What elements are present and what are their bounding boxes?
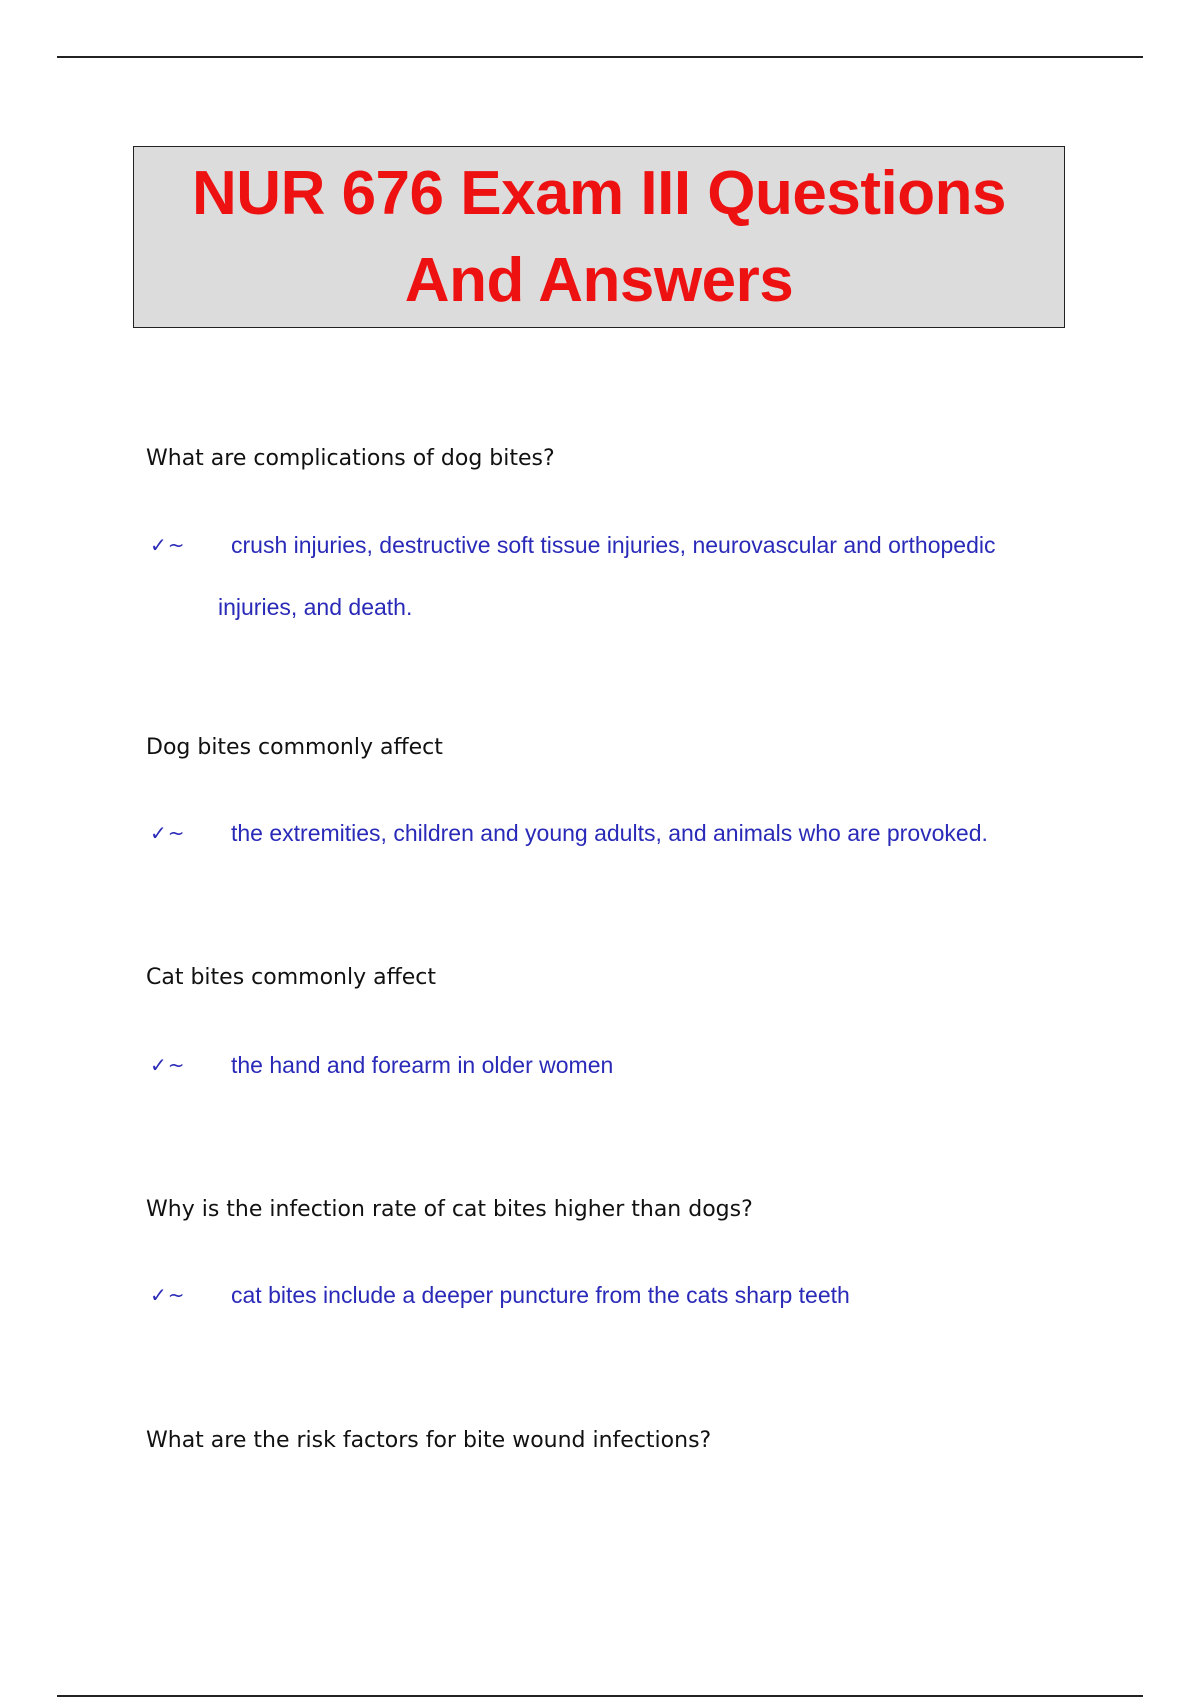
answer-block xyxy=(150,514,1050,638)
question-text: What are the risk factors for bite wound infections? xyxy=(146,1428,712,1453)
answer-block xyxy=(150,1034,1050,1096)
answer-text: the extremities, children and young adults, and animals who are provoked. xyxy=(231,820,988,846)
footer-rule xyxy=(57,1695,1143,1697)
answer-block xyxy=(150,802,1050,864)
question-text: What are complications of dog bites? xyxy=(146,446,555,471)
question-text: Why is the infection rate of cat bites higher than dogs? xyxy=(146,1197,753,1222)
check-mark-icon: ✓~ xyxy=(150,1053,186,1077)
answer-block xyxy=(150,1264,1050,1326)
title-box xyxy=(133,146,1065,328)
header-rule xyxy=(57,56,1143,58)
check-mark-icon: ✓~ xyxy=(150,533,186,557)
answer-text: cat bites include a deeper puncture from the cats sharp teeth xyxy=(231,1282,850,1308)
document-title: NUR 676 Exam III Questions And Answers xyxy=(192,159,1006,315)
question-text: Dog bites commonly affect xyxy=(146,735,443,760)
answer-text: the hand and forearm in older women xyxy=(231,1052,614,1078)
question-text: Cat bites commonly affect xyxy=(146,965,436,990)
check-mark-icon: ✓~ xyxy=(150,821,186,845)
answer-text: crush injuries, destructive soft tissue injuries, neurovascular and orthopedic injuries, and death. xyxy=(218,532,996,620)
check-mark-icon: ✓~ xyxy=(150,1283,186,1307)
